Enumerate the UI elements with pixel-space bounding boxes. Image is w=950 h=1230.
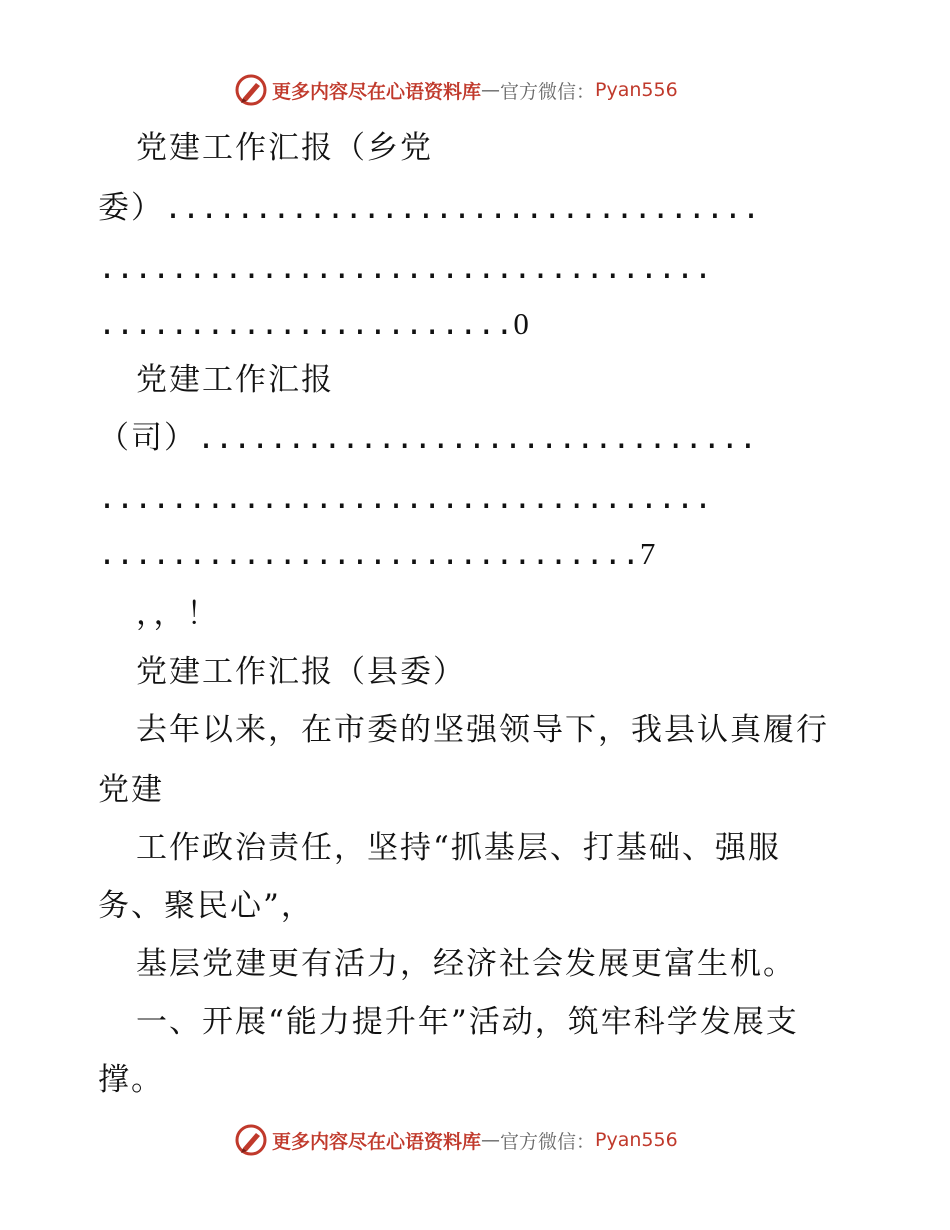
banner-site-name: 更多内容尽在心语资料库 bbox=[272, 1130, 482, 1153]
section-heading: 党建工作汇报（县委） bbox=[136, 654, 466, 690]
toc-entry-2-line3: .................................. bbox=[98, 481, 713, 516]
paragraph-1-line1: 去年以来，在市委的坚强领导下，我县认真履行 bbox=[136, 712, 829, 748]
toc-entry-2-page: 7 bbox=[639, 536, 658, 571]
banner-wechat-id: Pyan556 bbox=[595, 1129, 678, 1151]
toc-entry-1-page: 0 bbox=[513, 306, 531, 341]
pen-in-circle-icon bbox=[234, 1123, 268, 1157]
pen-in-circle-icon bbox=[234, 73, 268, 107]
toc-entry-2-line2: （司）............................... bbox=[98, 420, 757, 456]
toc-entry-1-line4: .......................0 bbox=[98, 306, 531, 342]
toc-entry-2-title: 党建工作汇报 bbox=[136, 362, 334, 398]
toc-entry-1-line2: 委）................................. bbox=[98, 190, 761, 226]
banner-dash: — bbox=[481, 79, 501, 101]
banner-wechat-label: 官方微信： bbox=[500, 1130, 596, 1153]
paragraph-4-line2: 撑。 bbox=[98, 1062, 164, 1098]
toc-entry-1-title: 党建工作汇报（乡党 bbox=[136, 130, 433, 166]
paragraph-2-line1: 工作政治责任，坚持“抓基层、打基础、强服 bbox=[136, 830, 781, 866]
paragraph-3: 基层党建更有活力，经济社会发展更富生机。 bbox=[136, 946, 796, 982]
punctuation-line: ，，！ bbox=[136, 596, 220, 632]
banner-dash: — bbox=[481, 1129, 501, 1151]
toc-entry-1-line3: .................................. bbox=[98, 251, 713, 286]
footer-banner bbox=[234, 1122, 678, 1158]
paragraph-1-line2: 党建 bbox=[98, 772, 164, 808]
toc-entry-2-line4: ..............................7 bbox=[98, 536, 658, 572]
banner-site-name: 更多内容尽在心语资料库 bbox=[272, 80, 482, 103]
paragraph-4-line1: 一、开展“能力提升年”活动，筑牢科学发展支 bbox=[136, 1004, 799, 1040]
banner-wechat-label: 官方微信： bbox=[500, 80, 596, 103]
banner-wechat-id: Pyan556 bbox=[595, 79, 678, 101]
header-banner bbox=[234, 72, 678, 108]
paragraph-2-line2: 务、聚民心”， bbox=[98, 888, 314, 924]
